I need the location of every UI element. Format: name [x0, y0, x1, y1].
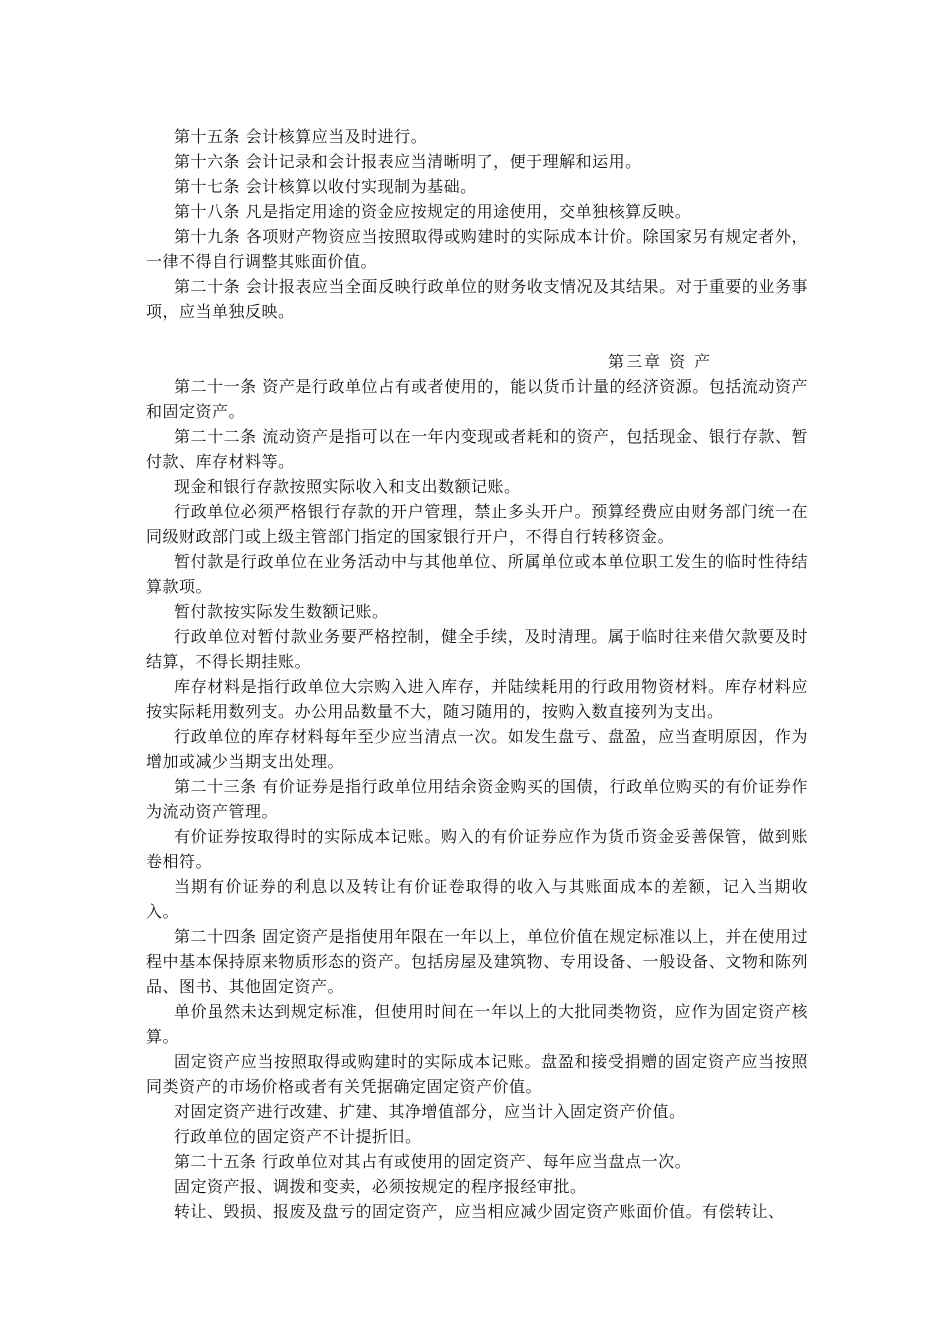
paragraph: 库存材料是指行政单位大宗购入进入库存，并陆续耗用的行政用物资材料。库存材料应按实际耗用数列支。办公用品数量不大，随习随用的，按购入数直接列为支出。	[146, 677, 808, 721]
article-22: 第二十二条 流动资产是指可以在一年内变现或者耗和的资产，包括现金、银行存款、暂付款、库存材料等。	[146, 427, 808, 471]
paragraph: 现金和银行存款按照实际收入和支出数额记账。	[174, 477, 521, 496]
paragraph: 当期有价证券的利息以及转让有价证卷取得的收入与其账面成本的差额，记入当期收入。	[146, 877, 808, 921]
article-20: 第二十条 会计报表应当全面反映行政单位的财务收支情况及其结果。对于重要的业务事项，应当单独反映。	[146, 277, 808, 321]
paragraph: 行政单位必须严格银行存款的开户管理，禁止多头开户。预算经费应由财务部门统一在同级财政部门或上级主管部门指定的国家银行开户，不得自行转移资金。	[146, 502, 808, 546]
article-16: 第十六条 会计记录和会计报表应当清晰明了，便于理解和运用。	[174, 152, 642, 171]
document-body	[146, 124, 808, 1224]
article-18: 第十八条 凡是指定用途的资金应按规定的用途使用，交单独核算反映。	[174, 202, 692, 221]
paragraph: 暂付款是行政单位在业务活动中与其他单位、所属单位或本单位职工发生的临时性待结算款项。	[146, 552, 808, 596]
paragraph: 对固定资产进行改建、扩建、其净增值部分，应当计入固定资产价值。	[174, 1102, 686, 1121]
article-15: 第十五条 会计核算应当及时进行。	[174, 127, 428, 146]
article-19: 第十九条 各项财产物资应当按照取得或购建时的实际成本计价。除国家另有规定者外，一律不得自行调整其账面价值。	[146, 227, 808, 271]
article-24: 第二十四条 固定资产是指使用年限在一年以上，单位价值在规定标准以上，并在使用过程中基本保持原来物质形态的资产。包括房屋及建筑物、专用设备、一般设备、文物和陈列品、图书、其他固定资产。	[146, 927, 808, 996]
paragraph: 有价证券按取得时的实际成本记账。购入的有价证券应作为货币资金妥善保管，做到账卷相符。	[146, 827, 808, 871]
paragraph: 暂付款按实际发生数额记账。	[174, 602, 389, 621]
article-23: 第二十三条 有价证券是指行政单位用结余资金购买的国债，行政单位购买的有价证券作为流动资产管理。	[146, 777, 808, 821]
paragraph: 单价虽然未达到规定标准，但使用时间在一年以上的大批同类物资，应作为固定资产核算。	[146, 1002, 808, 1046]
article-21: 第二十一条 资产是行政单位占有或者使用的，能以货币计量的经济资源。包括流动资产和固定资产。	[146, 377, 808, 421]
paragraph: 行政单位对暂付款业务要严格控制，健全手续，及时清理。属于临时往来借欠款要及时结算，不得长期挂账。	[146, 627, 808, 671]
article-17: 第十七条 会计核算以收付实现制为基础。	[174, 177, 477, 196]
paragraph: 固定资产报、调拨和变卖，必须按规定的程序报经审批。	[174, 1177, 587, 1196]
paragraph: 转让、毁损、报废及盘亏的固定资产，应当相应减少固定资产账面价值。有偿转让、	[174, 1202, 785, 1221]
paragraph: 行政单位的库存材料每年至少应当清点一次。如发生盘亏、盘盈，应当查明原因，作为增加或减少当期支出处理。	[146, 727, 808, 771]
paragraph: 固定资产应当按照取得或购建时的实际成本记账。盘盈和接受捐赠的固定资产应当按照同类资产的市场价格或者有关凭据确定固定资产价值。	[146, 1052, 808, 1096]
blank-line	[146, 324, 808, 349]
article-25: 第二十五条 行政单位对其占有或使用的固定资产、每年应当盘点一次。	[174, 1152, 692, 1171]
paragraph: 行政单位的固定资产不计提折旧。	[174, 1127, 422, 1146]
chapter-title: 第三章 资 产	[608, 352, 713, 371]
